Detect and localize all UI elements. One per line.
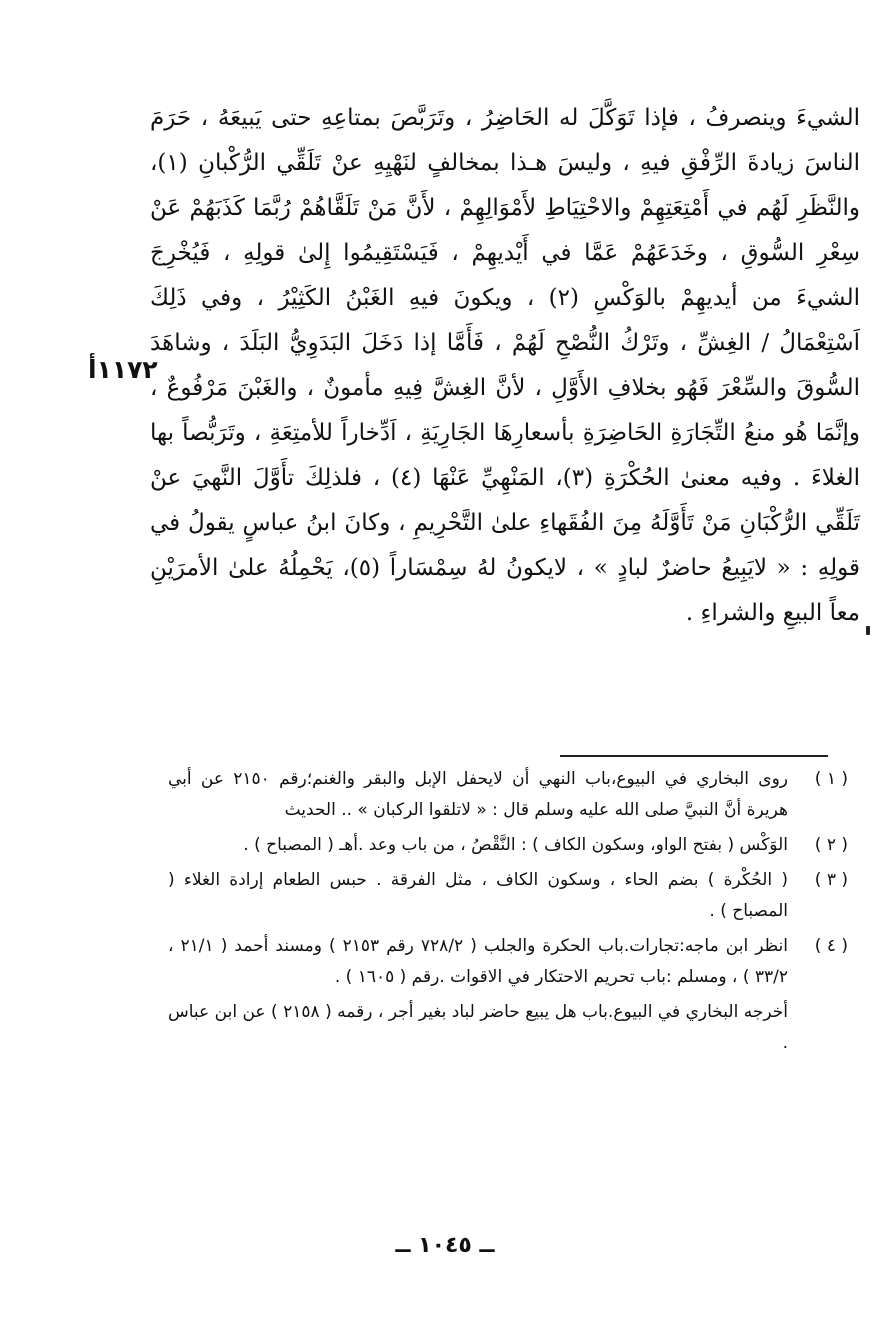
manuscript-folio-marker: ١١٧٢أ xyxy=(88,355,158,384)
footnote-4 xyxy=(168,931,848,993)
footnote-3 xyxy=(168,865,848,927)
main-paragraph: الشيءَ وينصرفُ ، فإذا تَوَكَّلَ له الحَاضِرُ ، وتَرَبَّصَ بمتاعِهِ حتى يَبيعَهُ ، حَرَمَ الناسَ زيادةَ الرِّفْقِ فيهِ ، وليسَ هـذا بمخالفٍ لنَهْيِهِ عنْ تَلَقِّي الرُّكْبانِ (١)، والنَّظَرِ لَهُم في أَمْتِعَتِهِمْ والاحْتِيَاطِ لأَمْوَالِهِمْ ، لأَنَّ مَنْ تَلَقَّاهُمْ رُبَّمَا كَذَبَهُمْ عَنْ سِعْرِ السُّوقِ ، وخَدَعَهُمْ عَمَّا في أَيْديهِمْ ، فَيَسْتَقِيمُوا إِلىٰ قولِهِ ، فَيُخْرِجَ الشيءَ من أيديهِمْ بالوَكْسِ (٢) ، ويكونَ فيهِ الغَبْنُ الكَثِيْرُ ، وفي ذَلِكَ اَسْتِعْمَالُ / الغِشِّ ، وتَرْكُ النُّصْحِ لَهُمْ ، فَأَمَّا إذا دَخَلَ البَدَوِيُّ البَلَدَ ، وشاهَدَ السُّوقَ والسِّعْرَ فَهُو بخلافِ الأَوَّلِ ، لأنَّ الغِشَّ فِيهِ مأمونٌ ، والغَبْنَ مَرْفُوعٌ ، وإنَّمَا هُو منعُ التِّجَارَةِ الحَاضِرَةِ بأسعارِهَا الجَارِيَةِ ، اَدِّخاراً للأمتِعَةِ ، وتَرَبُّصاً بها الغلاءَ . وفيه معنىٰ الحُكْرَةِ (٣)، المَنْهِيِّ عَنْهَا (٤) ، فلذلِكَ تأَوَّلَ النَّهيَ عنْ تَلَقِّي الرُّكْبَانِ مَنْ تَأَوَّلَهُ مِنَ الفُقَهاءِ علىٰ التَّحْرِيمِ ، وكانَ ابنُ عباسٍ يقولُ في قولِهِ : « لايَبِيعُ حاضرٌ لبادٍ » ، لايكونُ لهُ سِمْسَاراً (٥)، يَحْمِلُهُ علىٰ الأمرَيْنِ معاً البيعِ والشراءِ . xyxy=(150,105,860,626)
footnote-2 xyxy=(168,830,848,861)
footnote-text: أخرجه البخاري في البيوع.باب هل يبيع حاضر لباد بغير أجر ، رقمه ( ٢١٥٨ ) عن ابن عباس . xyxy=(168,1002,788,1053)
footnote-number: ( ١ ) xyxy=(814,769,848,789)
ink-speck xyxy=(866,626,870,635)
footnote-number xyxy=(788,997,848,1059)
footnote-text: انظر ابن ماجه:تجارات.باب الحكرة والجلب ( ٧٢٨/٢ رقم ٢١٥٣ ) ومسند أحمد ( ٢١/١ ، ٣٣/٢ ) ، ومسلم :باب تحريم الاحتكار في الاقوات .رقم ( ١٦٠٥ ) . xyxy=(168,936,788,987)
footnote-1 xyxy=(168,764,848,826)
footnote-text: ( الحُكْرة ) بضم الحاء ، وسكون الكاف ، مثل الفرقة . حبس الطعام إرادة الغلاء ( المصباح ) . xyxy=(168,870,788,921)
footnote-separator xyxy=(560,755,828,757)
footnote-number: ( ٤ ) xyxy=(814,936,848,956)
footnote-text: روى البخاري في البيوع،باب النهي أن لايحفل الإبل والبقر والغنم؛رقم ٢١٥٠ عن أبي هريرة أنَّ النبيَّ صلى الله عليه وسلم قال : « لاتلقوا الركبان » .. الحديث xyxy=(168,769,788,820)
footnote-5 xyxy=(168,997,848,1059)
footnote-text: الوَكْس ( بفتح الواو، وسكون الكاف ) : النَّقْصُ ، من باب وعد .أهـ ( المصباح ) . xyxy=(243,835,788,855)
page-number: ــ ١٠٤٥ ــ xyxy=(395,1233,495,1258)
footnotes-block xyxy=(168,764,848,1063)
main-text-block xyxy=(150,96,860,636)
footnote-number: ( ٣ ) xyxy=(814,870,848,890)
footnote-number: ( ٢ ) xyxy=(814,835,848,855)
